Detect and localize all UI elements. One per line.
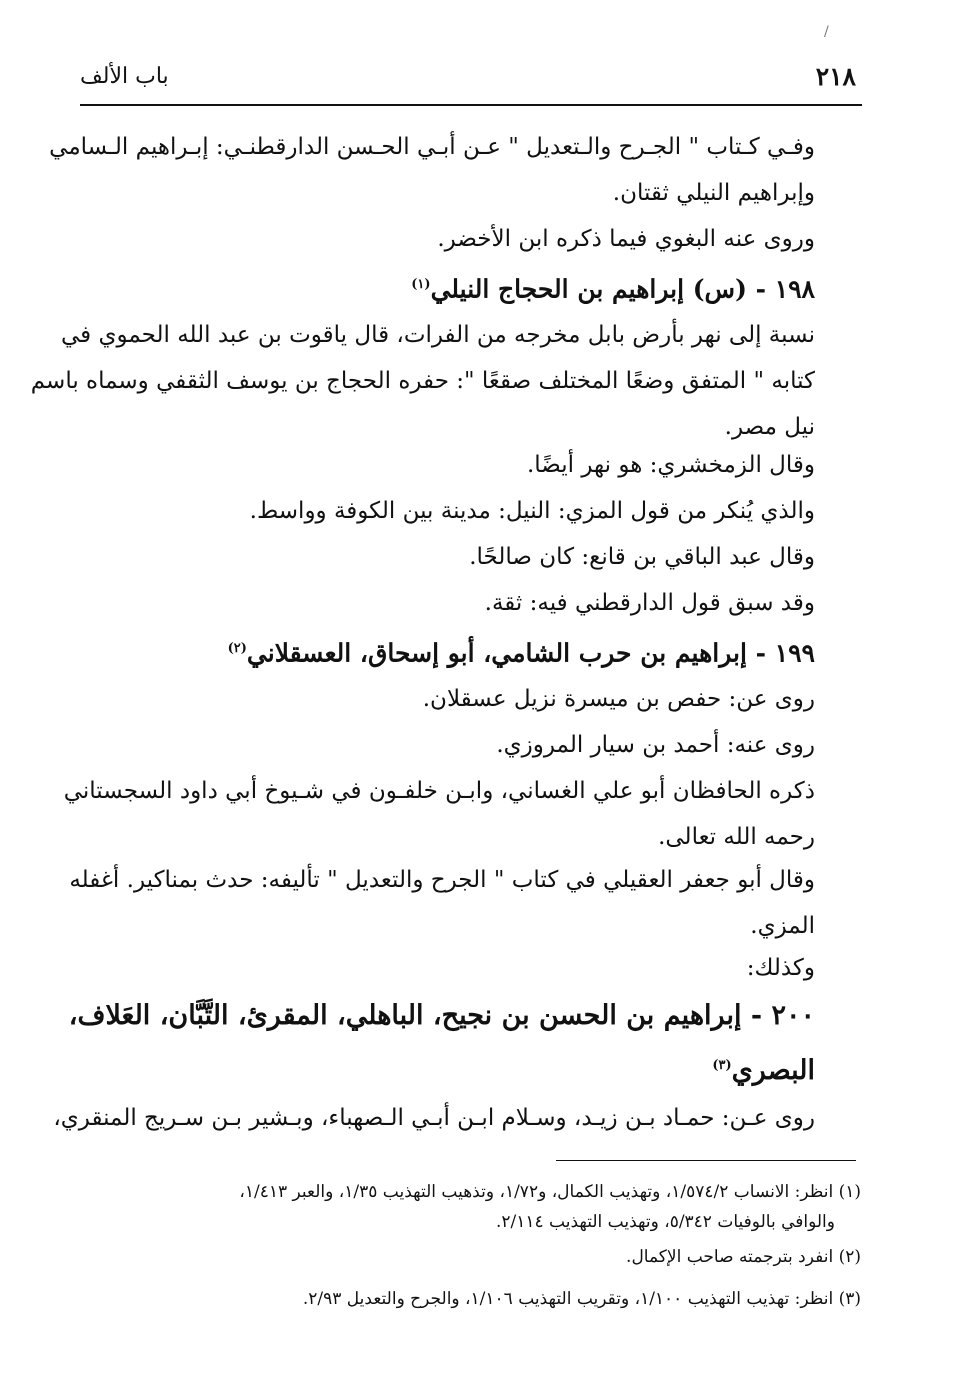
footnote-separator — [556, 1160, 856, 1161]
entry-heading-text: ١٩٩ - إبراهيم بن حرب الشامي، أبو إسحاق، العسقلاني — [246, 638, 815, 668]
body-line: كتابه " المتفق وضعًا المختلف صقعًا ": حفره الحجاج بن يوسف الثقفي وسماه باسم — [30, 368, 815, 394]
body-line: روى عـن: حمـاد بـن زيـد، وسـلام ابـن أبـي الـصهباء، وبـشير بـن سـريج المنقري، — [53, 1105, 815, 1131]
footnote-marker: (٣) — [712, 1058, 732, 1073]
body-line: وكذلك: — [746, 955, 815, 981]
corner-mark: / — [824, 24, 829, 40]
body-line: المزي. — [750, 913, 815, 939]
body-line: نيل مصر. — [724, 414, 815, 440]
body-line: وقال عبد الباقي بن قانع: كان صالحًا. — [469, 544, 815, 570]
body-line: والذي يُنكر من قول المزي: النيل: مدينة بين الكوفة وواسط. — [249, 498, 815, 524]
header-rule — [80, 104, 862, 106]
body-line: روى عن: حفص بن ميسرة نزيل عسقلان. — [422, 686, 815, 712]
body-line: ذكره الحافظان أبو علي الغساني، وابـن خلفـون في شـيوخ أبي داود السجستاني — [63, 778, 815, 804]
entry-heading-199 — [80, 629, 815, 673]
body-line: رحمه الله تعالى. — [658, 824, 815, 850]
footnote-1-cont: والوافي بالوفيات ٥/٣٤٢، وتهذيب التهذيب ٢/١١٤. — [495, 1212, 835, 1232]
body-line: وقد سبق قول الدارقطني فيه: ثقة. — [484, 590, 815, 616]
entry-heading-200-cont — [80, 1046, 815, 1091]
footnote-marker: (٢) — [227, 641, 247, 656]
footnote-marker: (١) — [411, 277, 431, 292]
page-header — [80, 62, 856, 102]
body-line: روى عنه: أحمد بن سيار المروزي. — [496, 732, 815, 758]
entry-heading-text: ١٩٨ - (س) إبراهيم بن الحجاج النيلي — [430, 274, 815, 304]
entry-heading-198 — [80, 265, 815, 309]
body-line: نسبة إلى نهر بأرض بابل مخرجه من الفرات، قال ياقوت بن عبد الله الحموي في — [60, 322, 815, 348]
body-line: وفـي كـتاب " الجـرح والـتعديل " عـن أبـي الحـسن الدارقطنـي: إبـراهيم الـسامي — [49, 134, 815, 160]
body-line: وإبراهيم النيلي ثقتان. — [612, 180, 815, 206]
chapter-title: باب الألف — [80, 64, 169, 89]
footnote-2: (٢) انفرد بترجمته صاحب الإكمال. — [626, 1247, 861, 1267]
entry-heading-text: البصري — [731, 1055, 815, 1086]
entry-heading-200: ٢٠٠ - إبراهيم بن الحسن بن نجيح، الباهلي، المقرئ، التَّبَّان، العَلاف، — [68, 1000, 815, 1031]
footnote-1: (١) انظر: الانساب ١/٥٧٤/٢، وتهذيب الكمال، و١/٧٢، وتذهيب التهذيب ١/٣٥، والعبر ١/٤١٣، — [239, 1182, 861, 1202]
body-line: وقال أبو جعفر العقيلي في كتاب " الجرح والتعديل " تأليفه: حدث بمناكير. أغفله — [69, 867, 815, 893]
footnote-3: (٣) انظر: تهذيب التهذيب ١/١٠٠، وتقريب التهذيب ١/١٠٦، والجرح والتعديل ٢/٩٣. — [302, 1289, 861, 1309]
body-line: وروى عنه البغوي فيما ذكره ابن الأخضر. — [437, 226, 815, 252]
body-line: وقال الزمخشري: هو نهر أيضًا. — [526, 452, 815, 478]
page-number: ٢١٨ — [815, 62, 856, 91]
